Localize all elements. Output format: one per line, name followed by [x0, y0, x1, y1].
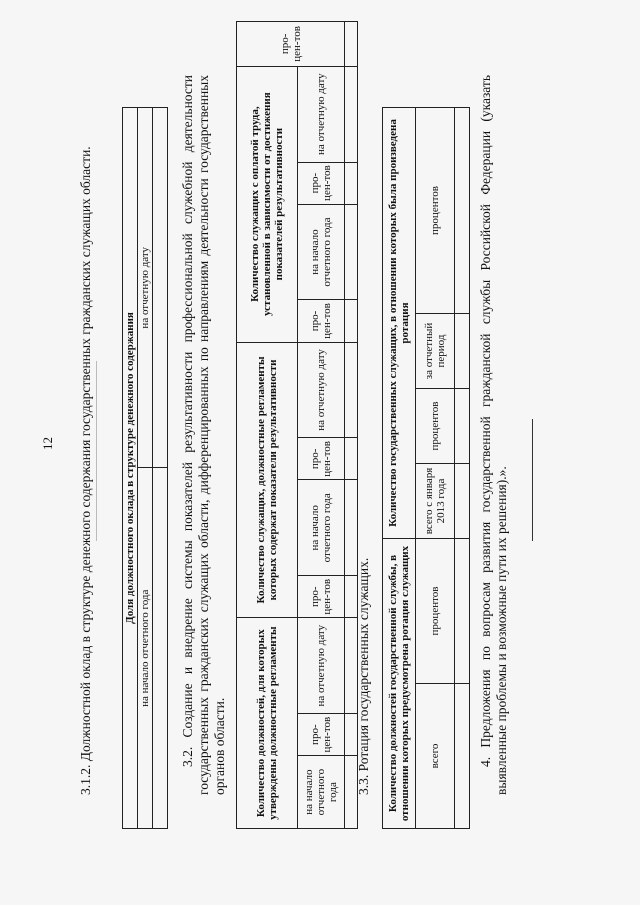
empty-cell — [455, 539, 470, 684]
group-employees-pay: Количество служащих с оплатой труда, установленной в зависимости от достижения показателей результативности — [237, 66, 298, 342]
empty-cell — [455, 108, 470, 314]
col-percent: процентов — [416, 539, 455, 684]
col-start-year: на начало отчетного года — [138, 468, 153, 829]
faint-rule — [96, 361, 97, 541]
section-3-1-2-heading: 3.1.2. Должностной оклад в структуре денежного содержания государственных гражданских служащих области. — [78, 146, 93, 795]
performance-indicators-table — [236, 21, 358, 829]
g2-start-year: на начало отчетного года — [298, 480, 345, 576]
empty-cell — [455, 684, 470, 829]
salary-share-table — [122, 107, 168, 829]
group-employees-indicators: Количество служащих, должностные регламенты которых содержат показатели результативности — [237, 342, 298, 618]
g2-percent-2: про-цен-тов — [298, 300, 345, 342]
rotation-table — [382, 107, 470, 829]
empty-cell — [153, 468, 168, 829]
g1-percent-2: про-цен-тов — [298, 576, 345, 618]
g1-percent: про-цен-тов — [298, 714, 345, 756]
group-positions-regulations: Количество должностей, для которых утверждены должностные регламенты — [237, 618, 298, 829]
page-number: 12 — [40, 437, 55, 450]
col-percent-3: процентов — [416, 108, 455, 314]
end-rule — [532, 419, 533, 541]
g1-report-date: на отчетную дату — [298, 618, 345, 714]
col-percent-2: процентов — [416, 389, 455, 464]
col-total-since-2013: всего с января 2013 года — [416, 464, 455, 539]
g2-report-date: на отчетную дату — [298, 342, 345, 438]
empty-cell — [455, 464, 470, 539]
g3-percent: про-цен-тов — [298, 162, 345, 204]
g2-percent: про-цен-тов — [298, 438, 345, 480]
col-total: всего — [416, 684, 455, 829]
col-report-period: за отчетный период — [416, 314, 455, 389]
col-percent-last: про-цен-тов — [237, 22, 345, 67]
section-4-text: 4. Предложения по вопросам развития государственной гражданской службы Российской Федерации (указать выявленные проблемы и возможные пути их решения).». — [478, 75, 509, 795]
section-3-3-heading: 3.3. Ротация государственных служащих. — [356, 557, 371, 795]
col-report-date: на отчетную дату — [138, 108, 153, 469]
g3-start-year: на начало отчетного года — [298, 204, 345, 300]
group-rotated-employees: Количество государственных служащих, в отношении которых была произведена ротация — [383, 108, 416, 539]
group-rotation-positions: Количество должностей государственной службы, в отношении которых предусмотрена ротация служащих — [383, 539, 416, 829]
empty-cell — [345, 22, 358, 67]
g3-report-date: на отчетную дату — [298, 66, 345, 162]
empty-cell — [153, 108, 168, 469]
empty-cell — [455, 389, 470, 464]
section-3-2-text: 3.2. Создание и внедрение системы показателей результативности профессиональной служебной деятельности государственных гражданских служащих области, дифференцированных по направлениям деятельности государственных органов области. — [180, 75, 227, 795]
salary-share-header: Доля должностного оклада в структуре денежного содержания — [123, 108, 138, 829]
g1-start-year: на начало отчетного года — [298, 756, 345, 829]
empty-cell — [455, 314, 470, 389]
